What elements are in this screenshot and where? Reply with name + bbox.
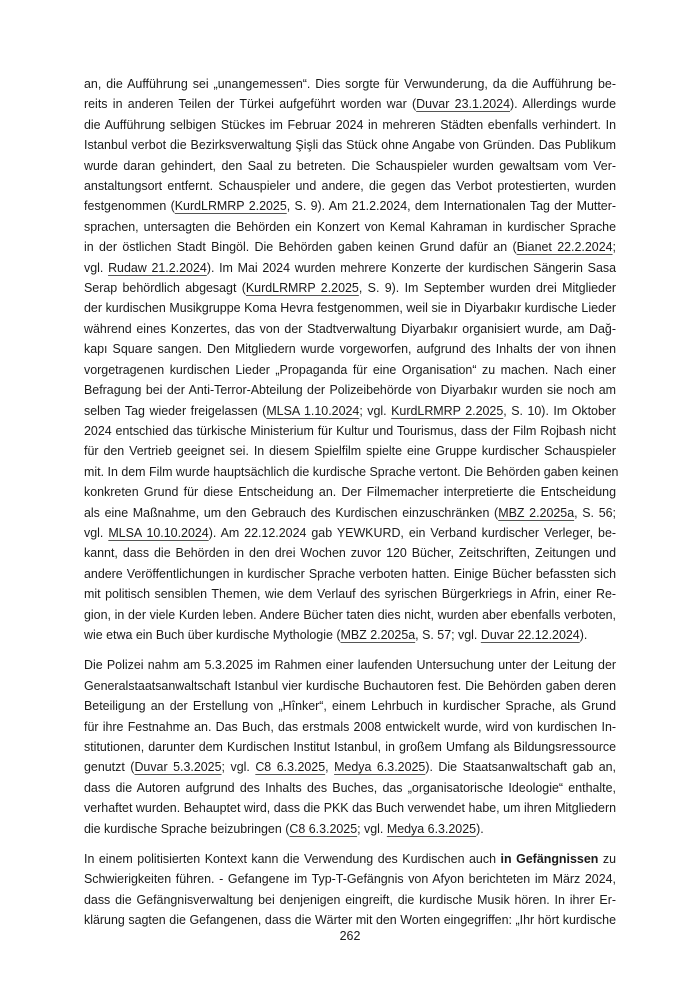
text-run: Die Polizei nahm am 5.3.2025 im Rahmen einer laufenden Untersuchung unter der Leitung der — [84, 658, 616, 673]
text-line — [84, 717, 616, 737]
text-run: der kurdischen Musikgruppe Koma Hevra festgenommen, weil sie in Diyarbakır kurdische Lieder — [84, 301, 616, 316]
source-link[interactable]: MLSA 1.10.2024 — [266, 403, 360, 418]
text-run: , S. 57; vgl. — [415, 627, 481, 642]
text-run: als eine Maßnahme, um den Gebrauch des Kurdischen einzuschränken ( — [84, 505, 499, 520]
text-line — [84, 819, 616, 839]
text-line — [84, 737, 616, 757]
text-run: ). — [579, 627, 588, 642]
text-run: Generalstaatsanwaltschaft Istanbul vier kurdische Buchautoren fest. Die Behörden gaben deren — [84, 678, 616, 693]
text-run: ; — [612, 240, 616, 255]
text-line — [84, 74, 616, 94]
text-line — [84, 156, 616, 176]
text-run: andere Veröffentlichungen in kurdischer Sprache verboten hatten. Einige Bücher befassten sich — [84, 566, 616, 581]
text-line — [84, 278, 616, 298]
text-run: Istanbul verbot die Bezirksverwaltung Şişli das Stück ohne Angabe von Gründen. Das Publikum — [84, 138, 616, 153]
text-run: Beteiligung an der Erstellung von „Hînker“, einem Lehrbuch in kurdischer Sprache, als Grund — [84, 699, 616, 714]
document-body — [84, 74, 619, 941]
source-link[interactable]: Medya 6.3.2025 — [334, 760, 426, 775]
text-run: vgl. — [84, 525, 109, 540]
text-line — [84, 360, 616, 380]
text-line — [84, 564, 616, 584]
text-run: Serap behördlich abgesagt ( — [84, 281, 246, 296]
text-run: kapı Square sangen. Den Mitgliedern wurde vorgeworfen, aufgrund des Inhalts der von ihnen — [84, 342, 616, 357]
source-link[interactable]: MBZ 2.2025a — [340, 627, 416, 642]
text-line — [84, 523, 616, 543]
text-line — [84, 217, 616, 237]
text-line — [84, 176, 616, 196]
paragraph — [84, 655, 616, 839]
text-line — [84, 757, 616, 777]
text-line — [84, 319, 616, 339]
text-run: mit politisch sensiblen Themen, wie dem Verlauf des syrischen Bürgerkriegs in Afrin, einer Re- — [84, 587, 616, 602]
text-line — [84, 676, 616, 696]
text-line — [84, 94, 616, 114]
text-run: dass die Gefängnisverwaltung bei denjenigen eingreift, die kurdische Musik hören. In ihrer Er- — [84, 892, 616, 907]
text-run: die Aufführung selbigen Stückes im Februar 2024 in mehreren Städten ebenfalls verhindert. In — [84, 117, 616, 132]
text-line — [84, 196, 616, 216]
source-link[interactable]: Duvar 5.3.2025 — [134, 760, 222, 775]
source-link[interactable]: C8 6.3.2025 — [255, 760, 326, 775]
text-run: sprachen, untersagten die Behörden ein Konzert von Kemal Kahraman in kurdischer Sprache — [84, 219, 616, 234]
source-link[interactable]: KurdLRMRP 2.2025 — [245, 281, 359, 296]
text-line — [84, 605, 616, 625]
text-line — [84, 798, 616, 818]
text-run: zu — [598, 852, 617, 867]
text-run: für den Vertrieb geeignet sei. In diesem Spielfilm spielte eine Gruppe kurdischer Schauspieler — [84, 444, 616, 459]
source-link[interactable]: KurdLRMRP 2.2025 — [174, 199, 287, 214]
text-line — [84, 237, 616, 257]
text-run: die kurdische Sprache beizubringen ( — [84, 821, 290, 836]
source-link[interactable]: MBZ 2.2025a — [498, 505, 575, 520]
text-run: an, die Aufführung sei „unangemessen“. Dies sorgte für Verwunderung, da die Aufführung be- — [84, 77, 616, 91]
bold-text: in Gefängnissen — [500, 852, 599, 867]
text-run: , — [325, 760, 335, 775]
text-run: ). Die Staatsanwaltschaft gab an, — [425, 760, 616, 775]
text-run: ). Allerdings wurde — [510, 97, 617, 112]
text-line — [84, 462, 619, 482]
paragraph — [84, 849, 616, 931]
text-run: Befragung bei der Anti-Terror-Abteilung der Polizeibehörde von Diyarbakır wurden sie noch am — [84, 383, 616, 398]
source-link[interactable]: Duvar 23.1.2024 — [416, 97, 510, 112]
text-line — [84, 258, 616, 278]
text-run: , S. 56; — [574, 505, 616, 520]
text-run: mit. In dem Film wurde hauptsächlich die kurdische Sprache vertont. Die Behörden gaben keinen — [84, 464, 619, 479]
text-line — [84, 584, 616, 604]
text-line — [84, 115, 616, 135]
text-run: , S. 9). Am 21.2.2024, dem Internationalen Tag der Mutter- — [286, 199, 616, 214]
text-line — [84, 655, 616, 675]
text-line — [84, 298, 616, 318]
text-line — [84, 849, 616, 869]
text-run: 2024 entschied das türkische Ministerium für Kultur und Tourismus, dass der Film Rojbash nicht — [84, 423, 616, 438]
text-run: ). Im Mai 2024 wurden mehrere Konzerte der kurdischen Sängerin Sasa — [206, 260, 617, 275]
text-run: stitutionen, darunter dem Kurdischen Institut Istanbul, in großem Umfang als Bildungsressource — [84, 740, 616, 754]
text-run: ; vgl. — [357, 821, 387, 836]
text-line — [84, 625, 616, 645]
text-run: vgl. — [84, 260, 109, 275]
text-line — [84, 869, 616, 889]
source-link[interactable]: C8 6.3.2025 — [289, 821, 358, 836]
text-run: verhaftet wurden. Behauptet wird, dass die PKK das Buch verwendet habe, um ihren Mitgliedern — [84, 801, 616, 816]
text-line — [84, 543, 616, 563]
text-line — [84, 482, 616, 502]
source-link[interactable]: Bianet 22.2.2024 — [516, 240, 613, 255]
text-run: für ihre Festnahme an. Das Buch, das erstmals 2008 entwickelt wurde, wird von kurdischen In- — [84, 719, 616, 734]
text-run: In einem politisierten Kontext kann die Verwendung des Kurdischen auch — [84, 852, 501, 867]
text-run: wurde daran gehindert, den Saal zu betreten. Die Schauspieler wurden gewaltsam vom Ver- — [84, 158, 616, 173]
text-run: in der östlichen Stadt Bingöl. Die Behörden gaben keinen Grund dafür an ( — [84, 240, 517, 255]
text-line — [84, 339, 616, 359]
text-run: ; vgl. — [359, 403, 392, 418]
text-run: Schwierigkeiten führen. - Gefangene im Typ-T-Gefängnis von Afyon berichteten im März 2024, — [84, 872, 616, 887]
text-run: festgenommen ( — [84, 199, 175, 214]
text-line — [84, 421, 616, 441]
text-run: ). Am 22.12.2024 gab YEWKURD, ein Verband kurdischer Verleger, be- — [208, 525, 617, 540]
paragraph — [84, 74, 619, 645]
text-line — [84, 890, 616, 910]
text-run: , S. 10). Im Oktober — [503, 403, 616, 418]
source-link[interactable]: Medya 6.3.2025 — [386, 821, 477, 836]
text-line — [84, 910, 616, 930]
text-run: gion, in der viele Kurden leben. Andere Bücher taten dies nicht, wurden aber ebenfalls verboten, — [84, 607, 616, 622]
text-run: , S. 9). Im September wurden drei Mitglieder — [358, 281, 616, 296]
text-run: wie etwa ein Buch über kurdische Mythologie ( — [84, 627, 341, 642]
source-link[interactable]: Rudaw 21.2.2024 — [108, 260, 207, 275]
text-line — [84, 380, 616, 400]
text-run: während eines Konzertes, das von der Stadtverwaltung Diyarbakır organisiert wurde, am Dağ- — [84, 321, 616, 336]
text-line — [84, 503, 616, 523]
source-link[interactable]: MLSA 10.10.2024 — [108, 525, 209, 540]
text-run: kannt, dass die Behörden in den drei Wochen zuvor 120 Bücher, Zeitschriften, Zeitungen und — [84, 546, 616, 561]
text-run: ). — [476, 821, 484, 836]
text-line — [84, 401, 616, 421]
text-run: dass die Autoren aufgrund des Inhalts des Buches, das „organisatorische Ideologie“ enthalte, — [84, 780, 616, 795]
text-line — [84, 778, 616, 798]
text-line — [84, 696, 616, 716]
text-run: vorgetragenen kurdischen Lieder „Propaganda für eine Organisation“ zu machen. Nach einer — [84, 362, 616, 377]
text-line — [84, 441, 616, 461]
text-run: konkreten Grund für diese Entscheidung an. Der Filmemacher interpretierte die Entscheidung — [84, 485, 616, 500]
source-link[interactable]: KurdLRMRP 2.2025 — [391, 403, 504, 418]
text-run: ; vgl. — [221, 760, 256, 775]
text-run: genutzt ( — [84, 760, 135, 775]
text-run: anstaltungsort entfernt. Schauspieler und andere, die gegen das Verbot protestierten, wurden — [84, 179, 616, 194]
text-run: selben Tag wieder freigelassen ( — [84, 403, 267, 418]
source-link[interactable]: Duvar 22.12.2024 — [480, 627, 580, 642]
text-run: reits in anderen Teilen der Türkei aufgeführt worden war ( — [84, 97, 417, 112]
text-run: klärung sagten die Gefangenen, dass die Wärter mit den Worten eingegriffen: „Ihr hört kurdische — [84, 913, 616, 928]
page-number: 262 — [339, 929, 361, 943]
text-line — [84, 135, 616, 155]
